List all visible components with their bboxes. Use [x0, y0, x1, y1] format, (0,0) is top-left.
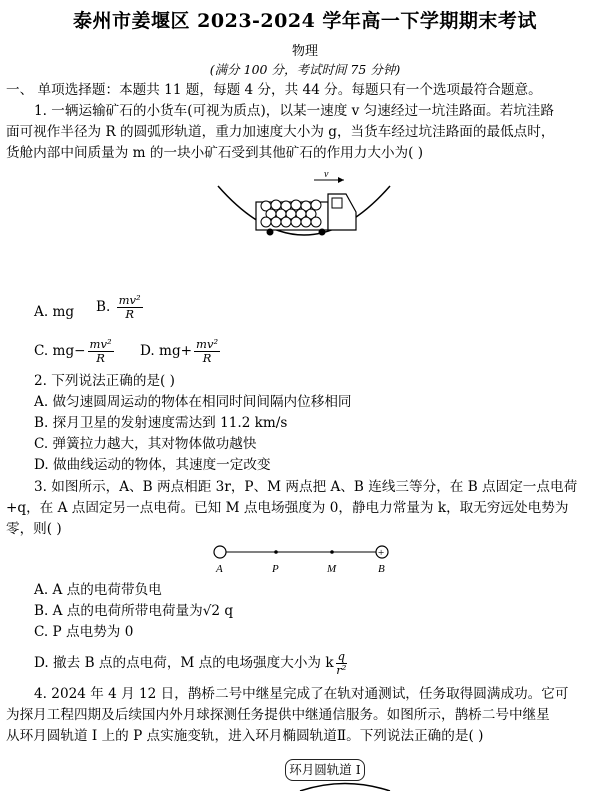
- q1-stem-line1: 1. 一辆运输矿石的小货车(可视为质点)，以某一速度 v 匀速经过一坑洼路面。若坑洼路: [34, 103, 554, 119]
- charge-a-icon: [214, 546, 226, 558]
- truck-icon: [256, 194, 356, 236]
- point-m-icon: [330, 550, 334, 554]
- q4-stem-line1: 4. 2024 年 4 月 12 日，鹊桥二号中继星完成了在轨对通测试，任务取得圆满成功。它可: [34, 686, 569, 702]
- q3-option-d-prefix: D. 撤去 B 点的点电荷，M 点的电场强度大小为 k: [34, 655, 334, 671]
- q3-option-d-fraction: [336, 650, 347, 677]
- q3-option-c: C. P 点电势为 0: [34, 624, 134, 640]
- q2-stem: 2. 下列说法正确的是( ): [34, 373, 175, 389]
- q1-option-c-den: R: [96, 351, 105, 365]
- q1-option-d-prefix: D. mg+: [140, 343, 193, 359]
- q1-option-d-fraction: [194, 338, 220, 365]
- q3-stem-line1: 3. 如图所示，A、B 两点相距 3r，P、M 两点把 A、B 连线三等分，在 B 点固定一点电荷: [34, 479, 578, 495]
- q3-option-d-den: r²: [336, 663, 347, 677]
- q2-option-b: B. 探月卫星的发射速度需达到 11.2 km/s: [34, 415, 288, 431]
- q3-option-d: [34, 650, 349, 677]
- velocity-label: v: [324, 172, 329, 180]
- q3-line-figure: [206, 542, 396, 574]
- q1-option-c-fraction: [88, 338, 114, 365]
- q1-option-b-prefix: B.: [96, 299, 111, 315]
- score-note: (满分 100 分，考试时间 75 分钟): [209, 62, 401, 77]
- q1-option-b: [96, 294, 145, 321]
- q3-option-d-num: q: [337, 649, 345, 663]
- q3-stem-line2: +q，在 A 点固定另一点电荷。已知 M 点电场强度为 0，静电力常量为 k，取无穷远处电势为: [6, 500, 569, 516]
- label-m: M: [327, 563, 337, 574]
- orbit-arc: [300, 784, 390, 791]
- q1-option-c-prefix: C. mg−: [34, 343, 86, 359]
- q2-option-a: A. 做匀速圆周运动的物体在相同时间间隔内位移相同: [34, 394, 352, 410]
- q1-stem-line3: 货舱内部中间质量为 m 的一块小矿石受到其他矿石的作用力大小为( ): [6, 145, 424, 161]
- q1-option-d: [140, 338, 222, 365]
- subject-label: 物理: [291, 44, 318, 59]
- label-p: P: [272, 563, 279, 574]
- point-p-icon: [274, 550, 278, 554]
- label-b: B: [378, 563, 385, 574]
- q1-option-b-num: mv²: [118, 293, 141, 307]
- charge-b-plus: +: [378, 547, 385, 559]
- q2-option-d: D. 做曲线运动的物体，其速度一定改变: [34, 457, 271, 473]
- q4-orbit-label: 环月圆轨道 I: [285, 759, 365, 781]
- q3-stem-line3: 零，则( ): [6, 521, 62, 537]
- q1-option-a: A. mg: [34, 304, 75, 320]
- q1-stem-line2: 面可视作半径为 R 的圆弧形轨道，重力加速度大小为 g，当货车经过坑洼路面的最低点时，: [6, 124, 555, 140]
- q1-option-c: [34, 338, 116, 365]
- q2-option-c: C. 弹簧拉力越大，其对物体做功越快: [34, 436, 257, 452]
- q1-option-b-den: R: [125, 307, 134, 321]
- section-heading: 一、 单项选择题：本题共 11 题，每题 4 分，共 44 分。每题只有一个选项最符合题意。: [6, 82, 542, 98]
- q4-stem-line3: 从环月圆轨道 I 上的 P 点实施变轨，进入环月椭圆轨道Ⅱ。下列说法正确的是( ): [6, 728, 484, 744]
- q1-option-d-num: mv²: [196, 337, 219, 351]
- q3-option-b: B. A 点的电荷所带电荷量为√2 q: [34, 603, 234, 619]
- q1-option-b-fraction: [117, 294, 143, 321]
- q4-stem-line2: 为探月工程四期及后续国内外月球探测任务提供中继通信服务。如图所示，鹊桥二号中继星: [6, 707, 550, 723]
- q1-truck-figure: [214, 172, 394, 252]
- q1-option-d-den: R: [202, 351, 212, 365]
- q1-option-c-num: mv²: [89, 337, 112, 351]
- exam-title: 泰州市姜堰区 2023-2024 学年高一下学期期末考试: [73, 10, 537, 32]
- label-a: A: [216, 563, 223, 574]
- q3-option-a: A. A 点的电荷带负电: [34, 582, 162, 598]
